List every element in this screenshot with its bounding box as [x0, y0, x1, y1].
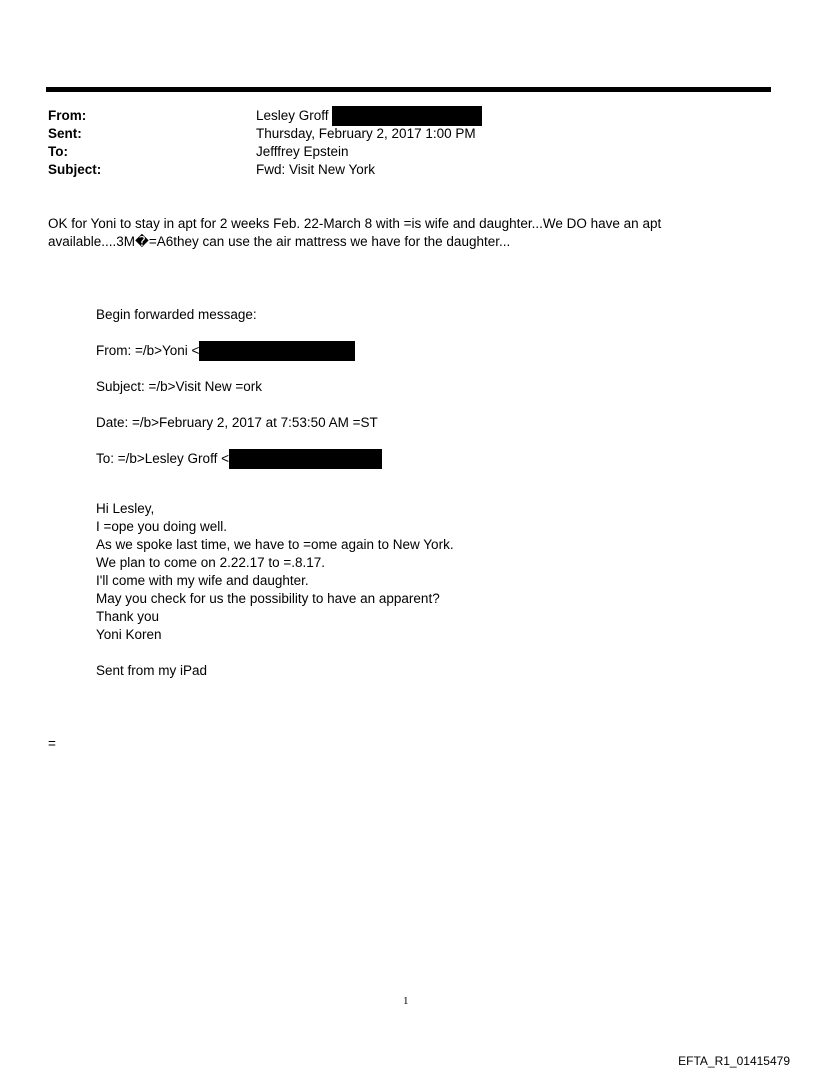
message-line: I'll come with my wife and daughter.	[96, 573, 309, 588]
subject-row	[48, 161, 482, 179]
redaction-box	[332, 106, 482, 126]
body-line: available....3M�=A6they can use the air mattress we have for the daughter...	[48, 234, 511, 249]
page-number: 1	[403, 995, 409, 1007]
forwarded-from	[96, 342, 736, 360]
to-value: Jefffrey Epstein	[256, 144, 349, 159]
from-label: From:	[48, 108, 87, 123]
top-divider	[46, 87, 771, 92]
signature: Sent from my iPad	[96, 663, 208, 678]
body-line: OK for Yoni to stay in apt for 2 weeks Feb. 22-March 8 with =is wife and daughter...We DO have an apt	[48, 216, 662, 231]
to-row	[48, 143, 482, 161]
sent-label: Sent:	[48, 126, 82, 141]
from-row	[48, 107, 482, 125]
message-line: We plan to come on 2.22.17 to =.8.17.	[96, 555, 326, 570]
sent-value: Thursday, February 2, 2017 1:00 PM	[256, 126, 476, 141]
forwarded-to-text: To: =/b>Lesley Groff <	[96, 451, 229, 466]
message-line: Hi Lesley,	[96, 501, 155, 516]
from-value: Lesley Groff	[256, 108, 329, 123]
message-line: I =ope you doing well.	[96, 519, 227, 534]
forwarded-from-text: From: =/b>Yoni <	[96, 343, 200, 358]
redaction-box	[199, 341, 355, 361]
subject-value: Fwd: Visit New York	[256, 162, 376, 177]
sent-row	[48, 125, 482, 143]
to-label: To:	[48, 144, 68, 159]
document-id: EFTA_R1_01415479	[678, 1054, 790, 1068]
email-body	[48, 215, 748, 251]
message-line: May you check for us the possibility to have an apparent?	[96, 591, 440, 606]
forwarded-message-body	[96, 500, 736, 644]
email-header	[48, 107, 482, 179]
message-line: As we spoke last time, we have to =ome again to New York.	[96, 537, 454, 552]
forwarded-date: Date: =/b>February 2, 2017 at 7:53:50 AM =ST	[96, 415, 378, 430]
subject-label: Subject:	[48, 162, 102, 177]
trailing-equals: =	[48, 736, 56, 751]
forwarded-subject: Subject: =/b>Visit New =ork	[96, 379, 262, 394]
forwarded-message	[96, 306, 736, 680]
forwarded-intro: Begin forwarded message:	[96, 307, 257, 322]
message-line: Yoni Koren	[96, 627, 162, 642]
message-line: Thank you	[96, 609, 160, 624]
redaction-box	[229, 449, 382, 469]
forwarded-to	[96, 450, 736, 468]
